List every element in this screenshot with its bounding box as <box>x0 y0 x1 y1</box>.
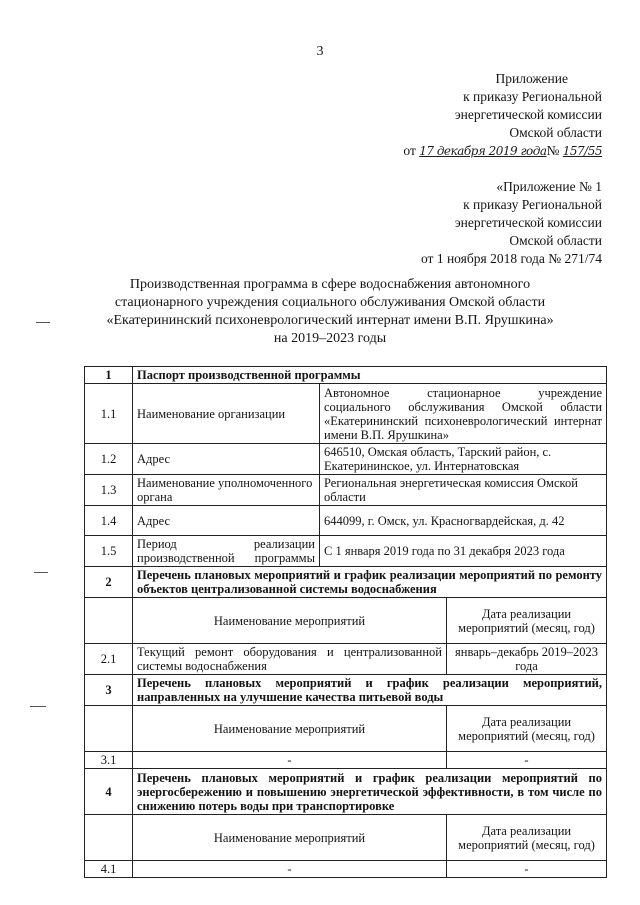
row-label: Адрес <box>133 444 320 475</box>
section-number: 4 <box>85 769 133 815</box>
header-activity-name: Наименование мероприятий <box>133 598 447 644</box>
empty-cell <box>85 815 133 861</box>
program-table <box>84 366 607 878</box>
row-number: 3.1 <box>85 752 133 769</box>
section-header-row <box>85 367 607 384</box>
appendix-line: к приказу Региональной <box>463 197 602 212</box>
row-label: Наименование уполномоченного органа <box>133 475 320 506</box>
row-number: 1.1 <box>85 384 133 444</box>
row-number: 1.5 <box>85 536 133 567</box>
column-header-row <box>85 598 607 644</box>
activity-date: - <box>447 752 607 769</box>
section-header-row <box>85 769 607 815</box>
header-activity-name: Наименование мероприятий <box>133 815 447 861</box>
section-title: Перечень плановых мероприятий и график реализации мероприятий по ремонту объектов централизованной системы водоснабжения <box>133 567 607 598</box>
table-row <box>85 444 607 475</box>
title-line: стационарного учреждения социального обслуживания Омской области <box>114 295 546 310</box>
row-number: 2.1 <box>85 644 133 675</box>
table-row <box>85 536 607 567</box>
section-header-row <box>85 567 607 598</box>
scan-mark <box>34 572 48 573</box>
number-prefix: № <box>546 143 560 158</box>
table-row <box>85 506 607 536</box>
title-line: на 2019–2023 годы <box>273 331 387 346</box>
section-title: Перечень плановых мероприятий и график реализации мероприятий, направленных на улучшение качества питьевой воды <box>133 675 607 706</box>
row-number: 4.1 <box>85 861 133 878</box>
empty-cell <box>85 598 133 644</box>
scan-mark <box>36 322 50 323</box>
document-title <box>60 276 600 348</box>
activity-date: - <box>447 861 607 878</box>
title-line: «Екатерининский психоневрологический интернат имени В.П. Ярушкина» <box>106 313 554 328</box>
row-number: 1.3 <box>85 475 133 506</box>
section-title: Паспорт производственной программы <box>133 367 607 384</box>
table-row <box>85 752 607 769</box>
section-number: 2 <box>85 567 133 598</box>
section-title: Перечень плановых мероприятий и график реализации мероприятий по энергосбережению и повышению энергетической эффективности, в том числе по снижению потерь воды при транспортировке <box>133 769 607 815</box>
row-number: 1.2 <box>85 444 133 475</box>
appendix-line: Приложение <box>495 71 568 86</box>
appendix-line: от 1 ноября 2018 года № 271/74 <box>420 251 602 266</box>
section-header-row <box>85 675 607 706</box>
table-row <box>85 861 607 878</box>
appendix-line: «Приложение № 1 <box>496 179 602 194</box>
header-activity-date: Дата реализации мероприятий (месяц, год) <box>447 706 607 752</box>
title-line: Производственная программа в сфере водоснабжения автономного <box>129 277 531 292</box>
activity-name: - <box>133 861 447 878</box>
empty-cell <box>85 706 133 752</box>
activity-date: январь–декабрь 2019–2023 года <box>447 644 607 675</box>
scan-mark <box>30 706 46 707</box>
section-number: 1 <box>85 367 133 384</box>
appendix-line: энергетической комиссии <box>454 215 602 230</box>
row-label: Адрес <box>133 506 320 536</box>
header-activity-date: Дата реализации мероприятий (месяц, год) <box>447 815 607 861</box>
row-number: 1.4 <box>85 506 133 536</box>
handwritten-number: 157/55 <box>562 144 602 158</box>
appendix-line: Омской области <box>509 233 602 248</box>
appendix-line: Омской области <box>509 125 602 140</box>
row-value: 644099, г. Омск, ул. Красногвардейская, д. 42 <box>320 506 607 536</box>
section-number: 3 <box>85 675 133 706</box>
appendix-original <box>421 178 602 268</box>
handwritten-date: 17 декабря 2019 года <box>419 144 547 158</box>
row-value: Автономное стационарное учреждение социального обслуживания Омской области «Екатерининский психоневрологический интернат имени В.П. Ярушкина» <box>320 384 607 444</box>
appendix-date-line <box>403 142 602 160</box>
table-row <box>85 644 607 675</box>
activity-name: Текущий ремонт оборудования и централизованной системы водоснабжения <box>133 644 447 675</box>
column-header-row <box>85 706 607 752</box>
column-header-row <box>85 815 607 861</box>
table-row <box>85 384 607 444</box>
appendix-current <box>403 70 602 160</box>
header-activity-date: Дата реализации мероприятий (месяц, год) <box>447 598 607 644</box>
date-prefix: от <box>403 143 416 158</box>
appendix-line: энергетической комиссии <box>454 107 602 122</box>
row-label: Период реализации производственной программы <box>133 536 320 567</box>
row-value: С 1 января 2019 года по 31 декабря 2023 года <box>320 536 607 567</box>
header-activity-name: Наименование мероприятий <box>133 706 447 752</box>
row-value: Региональная энергетическая комиссия Омской области <box>320 475 607 506</box>
appendix-line: к приказу Региональной <box>463 89 602 104</box>
table-row <box>85 475 607 506</box>
activity-name: - <box>133 752 447 769</box>
row-value: 646510, Омская область, Тарский район, с. Екатерининское, ул. Интернатовская <box>320 444 607 475</box>
row-label: Наименование организации <box>133 384 320 444</box>
page-number: 3 <box>316 44 324 59</box>
